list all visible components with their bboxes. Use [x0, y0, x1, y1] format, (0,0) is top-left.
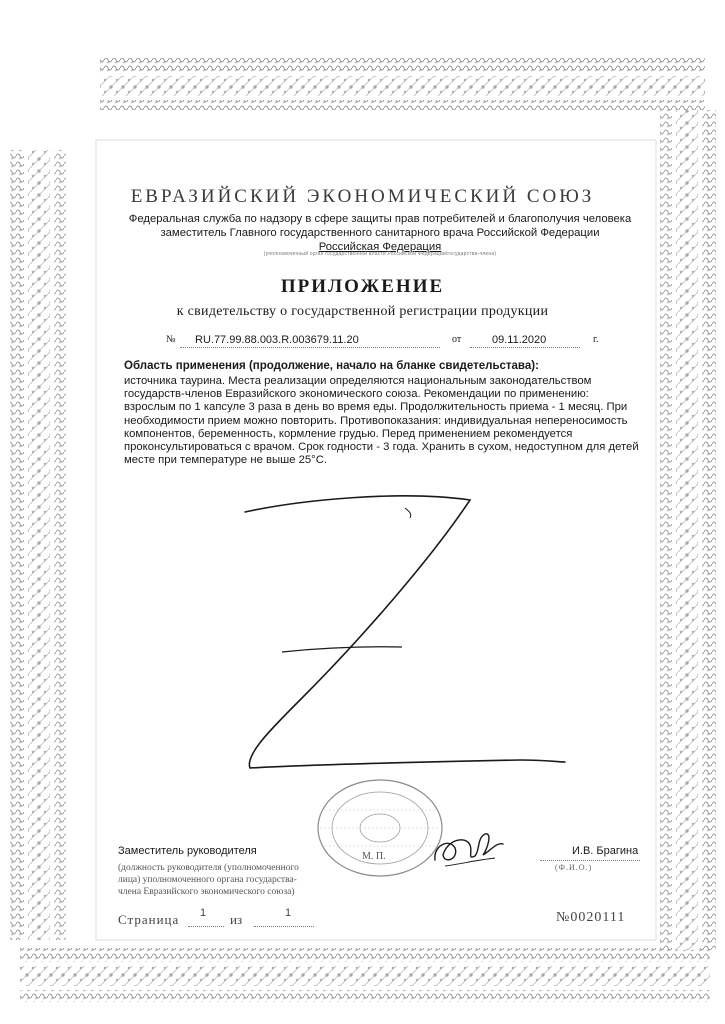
- scope-line: необходимости прием можно повторить. Противопоказания: индивидуальная непереносимость: [124, 414, 628, 427]
- scope-line: проконсультироваться с врачом. Срок годности - 3 года. Хранить в сухом, недоступном для детей: [124, 441, 639, 454]
- position-note-line: лица) уполномоченного органа государства-: [118, 875, 297, 885]
- position-note-line: члена Евразийского экономического союза): [118, 887, 295, 897]
- agency-line-2: заместитель Главного государственного санитарного врача Российской Федерации: [160, 227, 600, 239]
- agency-line-1: Федеральная служба по надзору в сфере защиты прав потребителей и благополучия человека: [128, 213, 632, 225]
- date-prefix: от: [452, 334, 462, 345]
- signer-name: И.В. Брагина: [572, 845, 639, 857]
- scope-line: источника таурина. Места реализации определяются национальным законодательством: [124, 375, 592, 387]
- registration-date: 09.11.2020: [492, 334, 547, 346]
- position-note-line: (должность руководителя (уполномоченного: [118, 863, 299, 873]
- scope-line: государств-членов Евразийского экономического союза. Рекомендации по применению:: [124, 388, 589, 401]
- page-of: из: [230, 912, 243, 927]
- scope-line: компонентов, беременность, кормление грудью. Перед применением рекомендуется: [124, 427, 573, 440]
- registration-number: RU.77.99.88.003.R.003679.11.20: [195, 334, 359, 346]
- stamp-label: М. П.: [362, 851, 386, 862]
- document-title: ПРИЛОЖЕНИЕ: [280, 276, 445, 297]
- date-suffix: г.: [593, 334, 599, 345]
- union-title: ЕВРАЗИЙСКИЙ ЭКОНОМИЧЕСКИЙ СОЮЗ: [130, 186, 595, 207]
- position-note: [118, 862, 368, 898]
- page-current: 1: [200, 907, 207, 919]
- number-sign: №: [166, 334, 176, 345]
- handwritten-signature: [425, 820, 515, 880]
- serial-number: №0020111: [556, 910, 626, 925]
- page-total: 1: [285, 907, 292, 919]
- agency-line-3: Российская Федерация: [318, 241, 442, 253]
- signer-title: Заместитель руководителя: [118, 845, 257, 857]
- page-label: Страница: [118, 912, 180, 927]
- fio-label: (Ф.И.О.): [555, 863, 593, 872]
- scope-line: взрослым по 1 капсуле 3 раза в день во время еды. Продолжительность приема - 1 месяц. При: [124, 401, 628, 414]
- scope-title: Область применения (продолжение, начало на бланке свидетельстава):: [124, 360, 539, 372]
- scope-line: месте при температуре не выше 25°С.: [124, 454, 328, 467]
- authority-caption: (уполномоченный орган государственной власти Российской Федерации/государства-члена): [263, 251, 497, 257]
- document-subtitle: к свидетельству о государственной регистрации продукции: [176, 304, 549, 319]
